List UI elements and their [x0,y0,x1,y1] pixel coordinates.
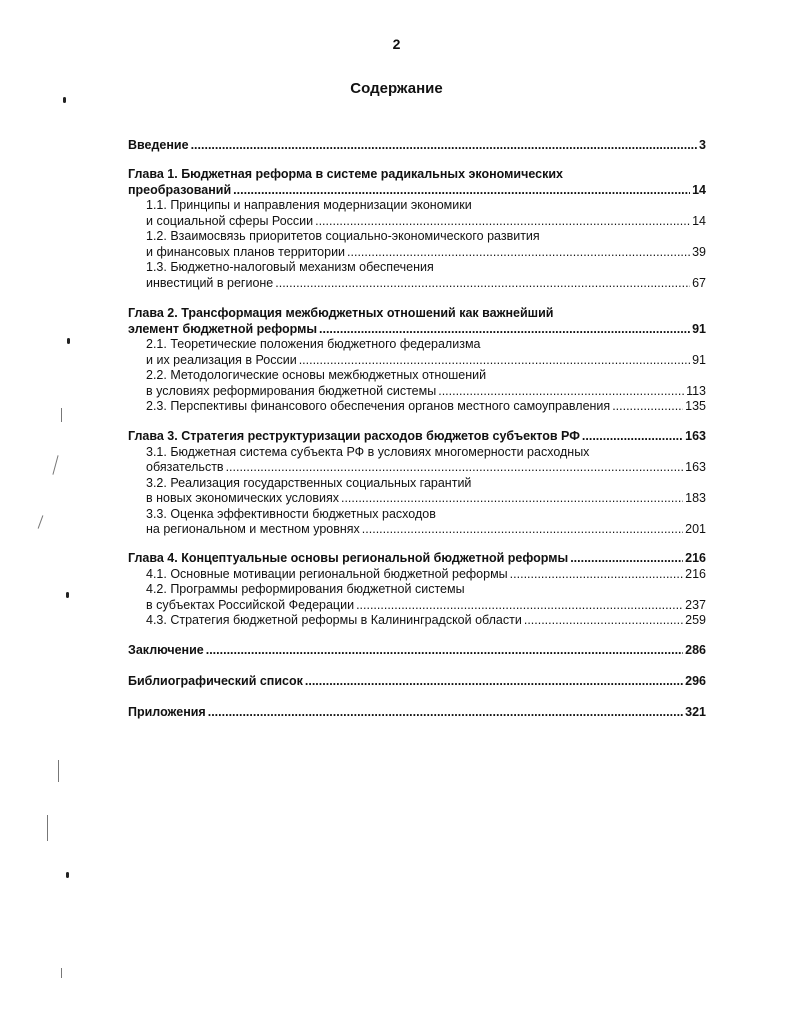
section-title: 2.1. Теоретические положения бюджетного федерализма [146,337,481,351]
leader-dots [438,384,684,400]
toc-page: 163 [685,460,706,474]
leader-dots [319,322,690,338]
toc-chapter-3[interactable] [128,429,706,538]
leader-dots [362,522,683,538]
section-title: 3.3. Оценка эффективности бюджетных расходов [146,506,436,521]
page-title: Содержание [350,80,443,97]
scan-scratch [61,968,62,978]
section-title-cont: в субъектах Российской Федерации [146,597,355,612]
toc-page: 91 [692,321,706,336]
toc-page: 39 [692,244,706,259]
scan-speck [67,338,70,344]
toc-page: 14 [692,182,706,197]
leader-dots [275,276,690,292]
section-title-cont: и финансовых планов территории [146,244,346,259]
leader-dots [206,643,683,659]
toc-page: 14 [692,213,706,228]
leader-dots [341,491,683,507]
toc-page: 163 [685,429,706,443]
page-number: 2 [392,36,401,52]
scan-scratch [58,760,59,782]
toc-label: Введение [128,138,189,152]
section-title: 1.1. Принципы и направления модернизации экономики [146,198,472,212]
toc-chapter-2[interactable] [128,306,706,415]
section-title: 3.1. Бюджетная система субъекта РФ в условиях многомерности расходных [146,444,590,459]
leader-dots [524,613,683,629]
scan-scratch [61,408,62,422]
section-title: 3.2. Реализация государственных социальных гарантий [146,475,472,490]
toc-chapter-4[interactable] [128,551,706,629]
toc-page: 321 [685,705,706,719]
toc-chapter-1[interactable] [128,167,706,291]
leader-dots [582,429,683,445]
toc-intro[interactable] [128,138,706,154]
scan-scratch [52,455,58,475]
chapter-title-cont: элемент бюджетной реформы [128,321,318,336]
chapter-title: Глава 2. Трансформация межбюджетных отношений как важнейший [128,306,554,320]
chapter-title: Глава 3. Стратегия реструктуризации расходов бюджетов субъектов РФ [128,429,580,443]
leader-dots [208,705,683,721]
toc-conclusion[interactable] [128,643,706,659]
toc-label: Заключение [128,643,204,657]
section-title-cont: инвестиций в регионе [146,275,274,290]
leader-dots [347,245,690,261]
toc-page: 296 [685,674,706,688]
toc-page: 91 [692,352,706,367]
toc-page: 67 [692,275,706,290]
toc-page: 216 [685,551,706,565]
leader-dots [191,138,697,154]
chapter-title-cont: преобразований [128,182,232,197]
leader-dots [299,353,690,369]
toc-appendices[interactable] [128,705,706,721]
scan-scratch [38,515,44,528]
leader-dots [233,183,690,199]
leader-dots [510,567,683,583]
toc-label: Приложения [128,705,206,719]
scan-speck [66,592,69,598]
toc-bibliography[interactable] [128,674,706,690]
toc-page: 201 [685,522,706,536]
section-title-cont: и социальной сферы России [146,213,314,228]
leader-dots [570,551,683,567]
toc-page: 183 [685,491,706,505]
section-title-cont: и их реализация в России [146,352,297,367]
section-title: 4.3. Стратегия бюджетной реформы в Калининградской области [146,613,522,627]
leader-dots [612,399,683,415]
leader-dots [315,214,690,230]
chapter-title: Глава 4. Концептуальные основы региональной бюджетной реформы [128,551,569,565]
toc-page: 259 [685,613,706,627]
toc-page: 113 [686,383,706,398]
toc-label: Библиографический список [128,674,303,688]
section-title-cont: в условиях реформирования бюджетной системы [146,383,437,398]
section-title: 1.3. Бюджетно-налоговый механизм обеспечения [146,260,434,274]
scan-scratch [47,815,48,841]
section-title-cont: на региональном и местном уровнях [146,522,360,536]
leader-dots [356,598,683,614]
section-title-cont: обязательств [146,460,224,474]
section-title: 4.2. Программы реформирования бюджетной системы [146,582,465,596]
section-title: 1.2. Взаимосвязь приоритетов социально-экономического развития [146,229,540,243]
toc-page: 237 [685,597,706,612]
toc-page: 286 [685,643,706,657]
leader-dots [305,674,683,690]
chapter-title: Глава 1. Бюджетная реформа в системе радикальных экономических [128,167,563,181]
toc-page: 216 [685,566,706,581]
section-title: 2.3. Перспективы финансового обеспечения органов местного самоуправления [146,399,611,413]
scan-speck [66,872,69,878]
section-title-cont: в новых экономических условиях [146,491,339,505]
toc-page: 135 [685,399,706,413]
section-title: 4.1. Основные мотивации региональной бюджетной реформы [146,566,508,581]
leader-dots [226,460,684,476]
toc-page: 3 [699,138,706,152]
scan-speck [63,97,66,103]
section-title: 2.2. Методологические основы межбюджетных отношений [146,368,487,382]
